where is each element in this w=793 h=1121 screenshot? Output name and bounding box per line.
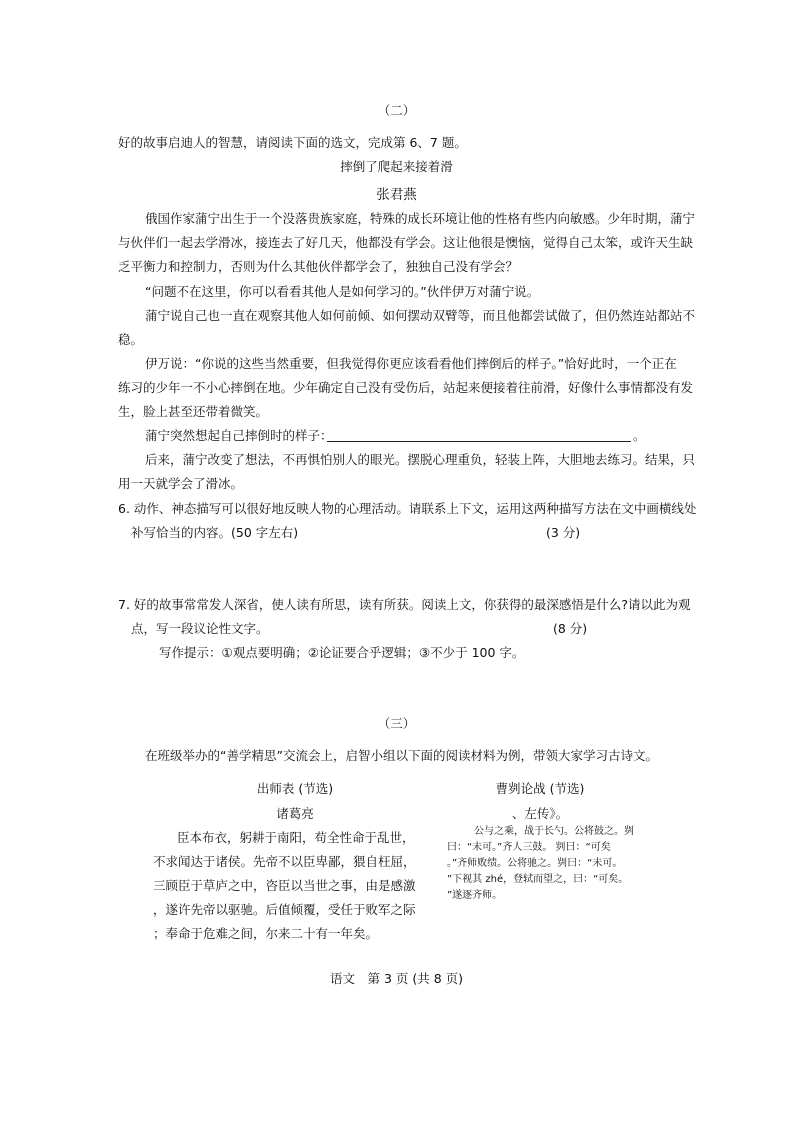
paragraph-line: 蒲宁说自己也一直在观察其他人如何前倾、如何摆动双臂等，而且他都尝试做了，但仍然连站都站不	[145, 308, 696, 323]
writing-hint: 写作提示：①观点要明确；②论证要合乎逻辑；③不少于 100 字。	[159, 645, 525, 660]
right-text-source: 、左传》。	[511, 806, 569, 821]
right-text-line: 。”齐师败绩。公将驰之。刿曰：“未可。	[447, 858, 623, 869]
paragraph-line: 伊万说：“你说的这些当然重要，但我觉得你更应该看看他们摔倒后的样子。”恰好此时，一个正在	[145, 356, 677, 371]
section-intro: 在班级举办的“善学精思”交流会上，启智小组以下面的阅读材料为例，带领大家学习古诗文。	[145, 748, 658, 763]
right-text-title: 曹刿论战 (节选)	[495, 781, 585, 796]
paragraph-line: 生，脸上甚至还带着微笑。	[118, 404, 269, 419]
section-intro: 好的故事启迪人的智慧，请阅读下面的选文，完成第 6、7 题。	[118, 135, 467, 150]
article-author: 张君燕	[376, 187, 417, 203]
left-text-line: ，遂许先帝以驱驰。后值倾覆，受任于败军之际	[153, 902, 416, 917]
paragraph-line: 与伙伴们一起去学滑冰，接连去了好几天，他都没有学会。这让他很是懊恼，觉得自己太笨，或许天生缺	[118, 235, 694, 250]
right-text-line: 公与之乘，战于长勺。公将鼓之。刿	[474, 826, 634, 837]
left-text-line: 臣本布衣，躬耕于南阳，苟全性命于乱世，	[177, 830, 415, 845]
question-7-cont: 点，写一段议论性文字。	[131, 621, 269, 636]
question-6-score: (3 分)	[546, 525, 581, 540]
right-text-line: ”遂逐齐师。	[447, 890, 503, 901]
question-6-cont: 补写恰当的内容。(50 字左右)	[131, 525, 299, 540]
question-7: 7. 好的故事常常发人深省，使人读有所思，读有所获。阅读上文，你获得的最深感悟是什么?请以此为观	[118, 597, 691, 612]
paragraph-line: 练习的少年一不小心摔倒在地。少年确定自己没有受伤后，站起来便接着往前滑，好像什么事情都没有发	[118, 380, 694, 395]
paragraph-line: 俄国作家蒲宁出生于一个没落贵族家庭，特殊的成长环境让他的性格有些内向敏感。少年时期，蒲宁	[145, 211, 696, 226]
left-text-author: 诸葛亮	[276, 806, 314, 821]
question-6: 6. 动作、神态描写可以很好地反映人物的心理活动。请联系上下文，运用这两种描写方法在文中画横线处	[118, 501, 697, 516]
right-text-line: 曰：“未可。”齐人三鼓。 刿曰：“可矣	[447, 842, 611, 853]
paragraph-line: 蒲宁突然想起自己摔倒时的样子：	[145, 428, 333, 443]
section-heading: （二）	[377, 103, 416, 118]
page-footer: 语文 第 3 页 (共 8 页)	[329, 971, 464, 986]
left-text-title: 出师表 (节选)	[256, 781, 334, 796]
right-text-line: ”下视其 zhé，登轼而望之，曰：“可矣。	[447, 874, 629, 885]
paragraph-line: 乏平衡力和控制力，否则为什么其他伙伴都学会了，独独自己没有学会？	[118, 259, 519, 274]
article-title: 摔倒了爬起来接着滑	[340, 159, 453, 174]
question-7-score: (8 分)	[553, 621, 588, 636]
paragraph-line: 用一天就学会了滑冰。	[118, 476, 244, 491]
answer-blank-line[interactable]	[327, 441, 631, 442]
paragraph-line: “问题不在这里，你可以看看其他人是如何学习的。”伙伴伊万对蒲宁说。	[145, 284, 540, 299]
paragraph-line: 稳。	[118, 332, 144, 347]
left-text-line: ；奉命于危难之间，尔来二十有一年矣。	[153, 926, 379, 941]
paragraph-line: 后来，蒲宁改变了想法，不再惧怕别人的眼光。摆脱心理重负，轻装上阵，大胆地去练习。结果，只	[145, 452, 696, 467]
section-heading: （三）	[377, 716, 416, 731]
left-text-line: 三顾臣于草庐之中，咨臣以当世之事，由是感激	[153, 878, 416, 893]
left-text-line: 不求闻达于诸侯。先帝不以臣卑鄙，猥自枉屈，	[153, 854, 416, 869]
paragraph-end-mark: 。	[633, 428, 646, 443]
